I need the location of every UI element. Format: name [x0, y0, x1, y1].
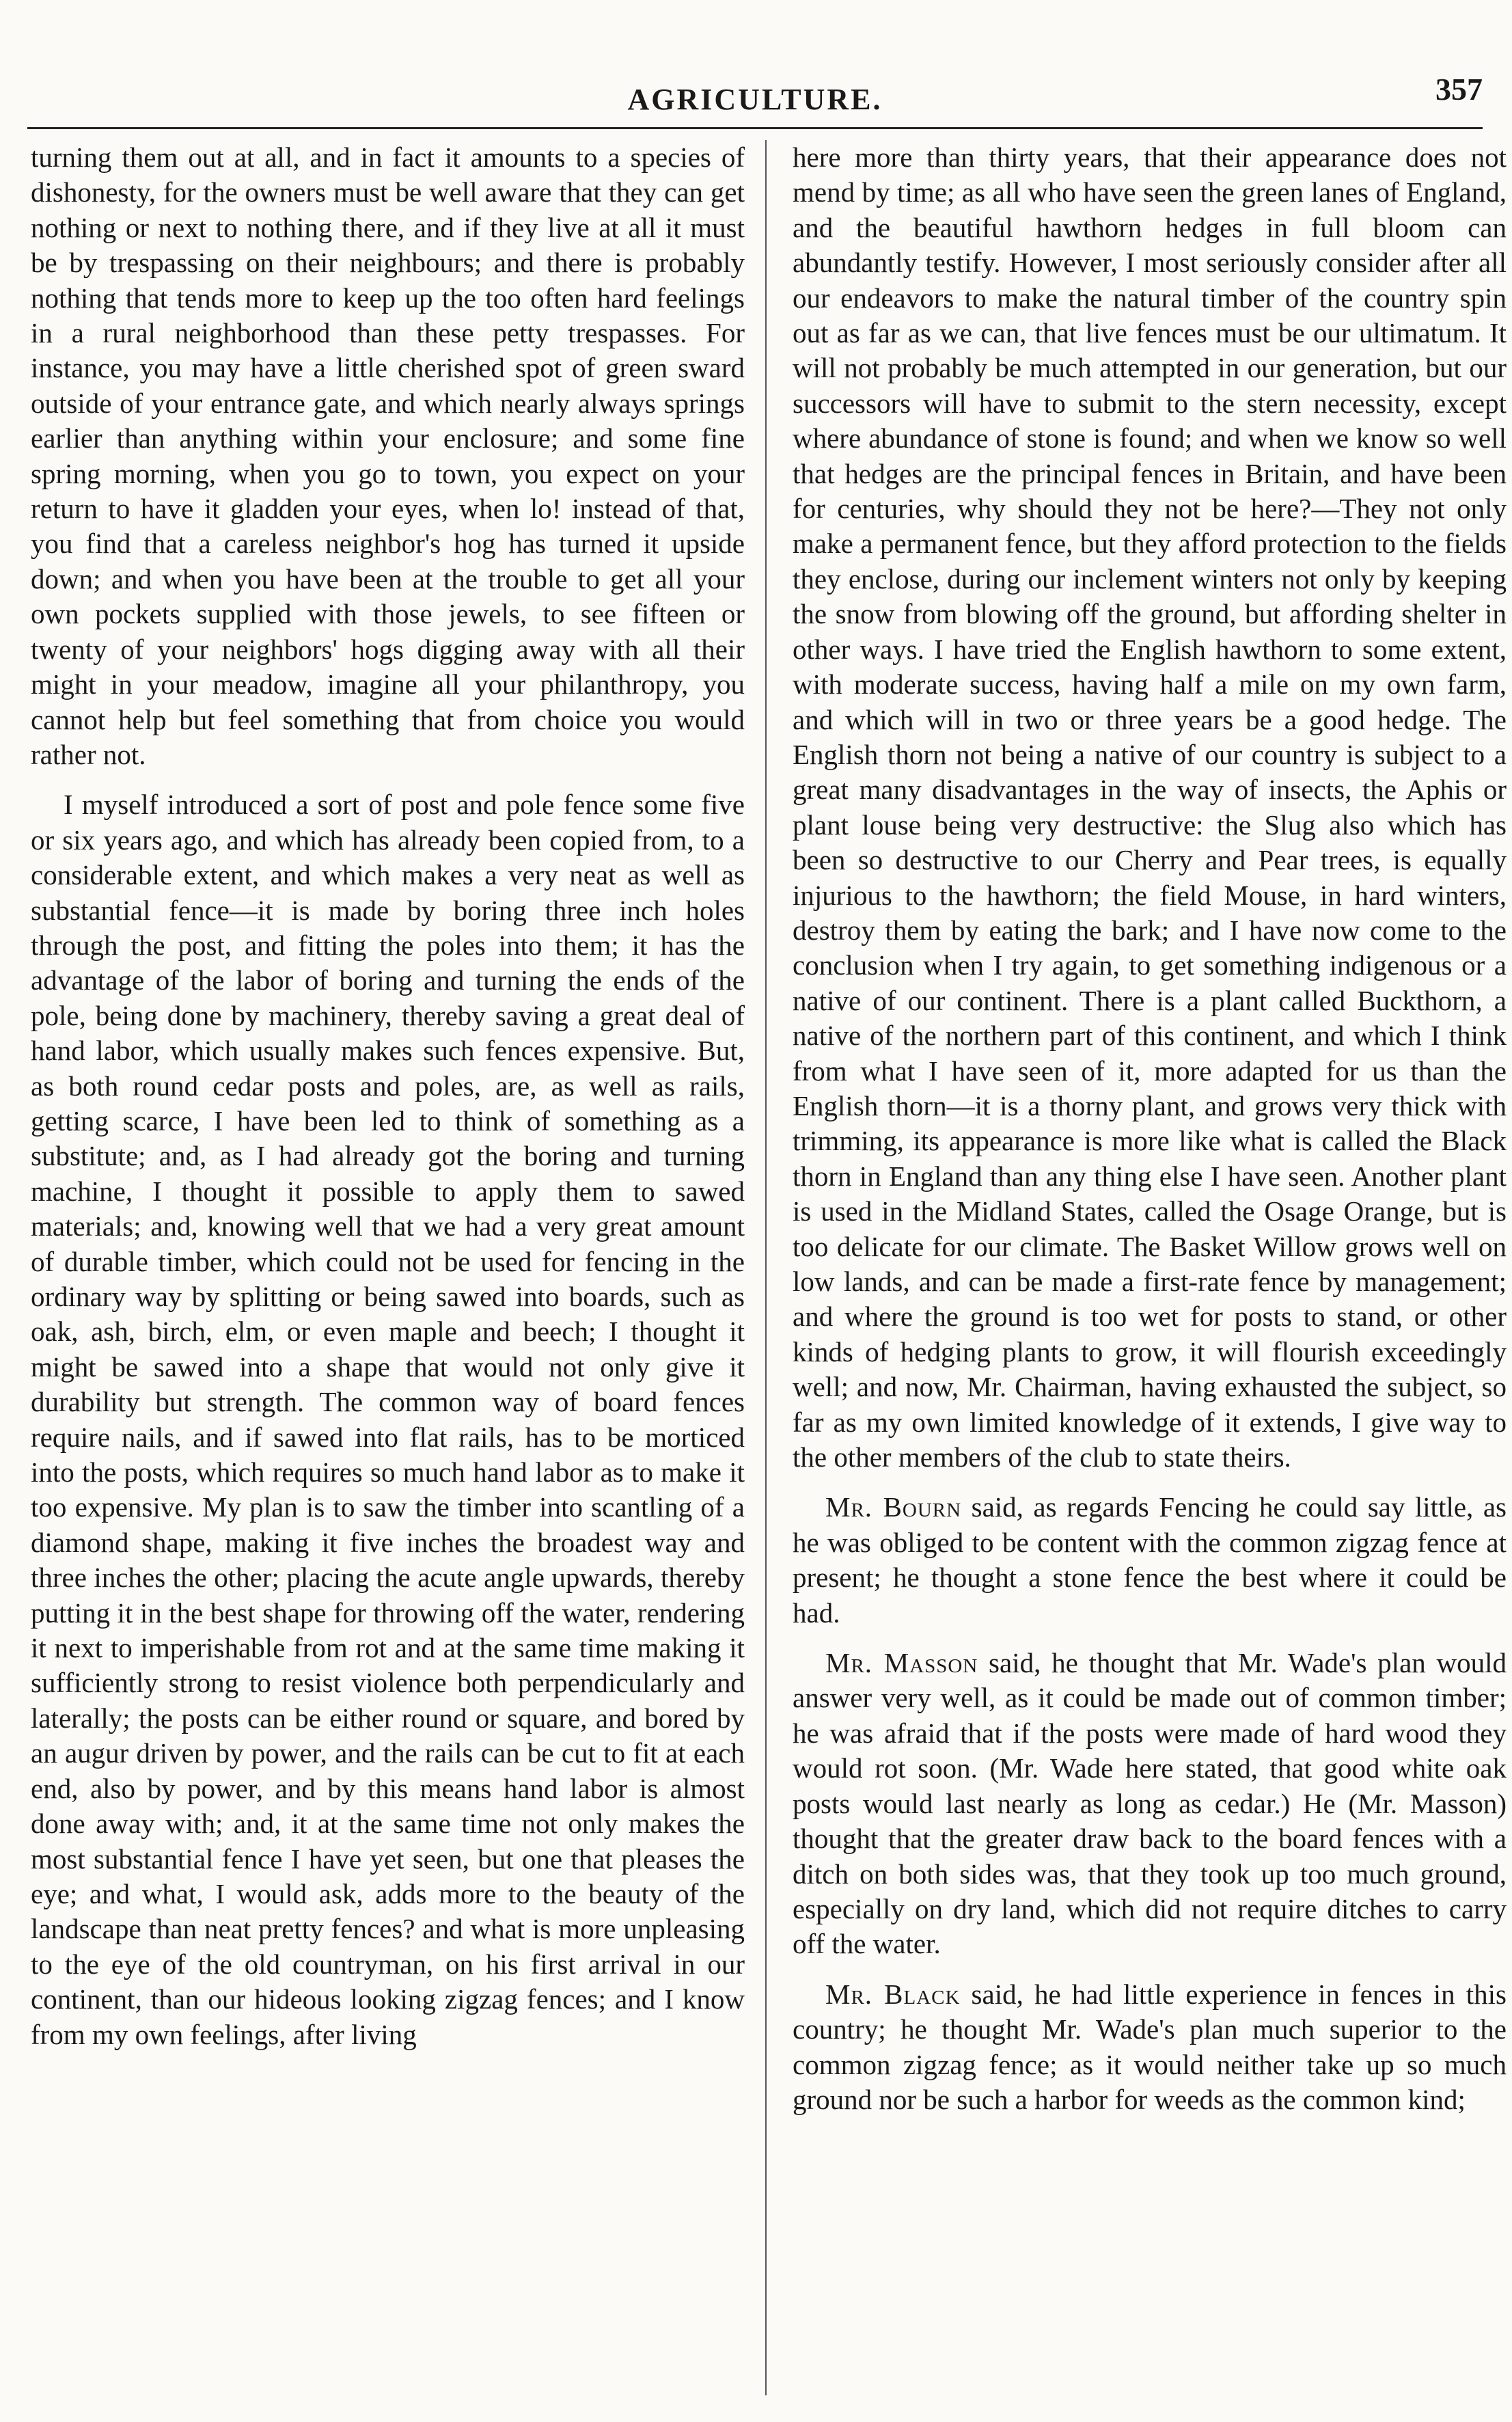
header-rule — [27, 127, 1483, 129]
paragraph-text: said, as regards Fencing he could say little, as he was obliged to be content with the common zigzag fence at present; he thought a stone fence the best where it could be had. — [793, 1491, 1507, 1629]
right-column — [793, 140, 1507, 2402]
paragraph — [793, 1646, 1507, 1962]
page-header — [27, 68, 1483, 130]
section-title: AGRICULTURE. — [627, 83, 883, 116]
speaker-name: Mr. Bourn — [825, 1491, 962, 1523]
paragraph — [793, 1977, 1507, 2118]
paragraph: turning them out at all, and in fact it amounts to a species of dishonesty, for the owners must be well aware that they can get nothing or next to nothing there, and if they live at all it must be by trespassing on their neighbours; and there is probably nothing that tends more to keep up the too often hard feelings in a rural neighborhood than these petty trespasses. For instance, you may have a little cherished spot of green sward outside of your entrance gate, and which nearly always springs earlier than anything within your enclosure; and some fine spring morning, when you go to town, you expect on your return to have it gladden your eyes, when lo! instead of that, you find that a careless neighbor's hog has turned it upside down; and when you have been at the trouble to get all your own pockets supplied with those jewels, to see fifteen or twenty of your neighbors' hogs digging away with all their might in your meadow, imagine all your philanthropy, you cannot help but feel something that from choice you would rather not. — [31, 141, 745, 770]
speaker-name: Mr. Masson — [825, 1647, 978, 1679]
left-column — [31, 140, 745, 2402]
paragraph-text: said, he had little experience in fences in this country; he thought Mr. Wade's plan much superior to the common zigzag fence; as it would neither take up so much ground nor be such a harbor for weeds as the common kind; — [793, 1978, 1507, 2115]
column-divider — [765, 140, 767, 2395]
paragraph — [793, 1490, 1507, 1631]
page-number: 357 — [1435, 72, 1483, 107]
paragraph-text: said, he thought that Mr. Wade's plan would answer very well, as it could be made out of common timber; he was afraid that if the posts were made of hard wood they would rot soon. (Mr. Wade here stated, that good white oak posts would last nearly as long as cedar.) He (Mr. Masson) thought that the greater draw back to the board fences with a ditch on both sides was, that they took up too much ground, especially on dry land, which did not require ditches to carry off the water. — [793, 1647, 1507, 1960]
paragraph: here more than thirty years, that their appearance does not mend by time; as all who have seen the green lanes of England, and the beautiful hawthorn hedges in full bloom can abundantly testify. However, I most seriously consider after all our endeavors to make the natural timber of the country spin out as far as we can, that live fences must be our ultimatum. It will not probably be much attempted in our generation, but our successors will have to submit to the stern necessity, except where abundance of stone is found; and when we know so well that hedges are the principal fences in Britain, and have been for centuries, why should they not be here?—They not only make a permanent fence, but they afford protection to the fields they enclose, during our inclement winters not only by keeping the snow from blowing off the ground, but affording shelter in other ways. I have tried the English hawthorn to some extent, with moderate success, having half a mile on my own farm, and which will in two or three years be a good hedge. The English thorn not being a native of our country is subject to a great many disadvantages in the way of insects, the Aphis or plant louse being very destructive: the Slug also which has been so destructive to our Cherry and Pear trees, is equally injurious to the hawthorn; the field Mouse, in hard winters, destroy them by eating the bark; and I have now come to the conclusion when I try again, to get something indigenous or a native of our continent. There is a plant called Buckthorn, a native of the northern part of this continent, and which I think from what I have seen of it, more adapted for us than the English thorn—it is a thorny plant, and grows very thick with trimming, its appearance is more like what is called the Black thorn in England than any thing else I have seen. Another plant is used in the Midland States, called the Osage Orange, but is too delicate for our climate. The Basket Willow grows well on low lands, and can be made a first-rate fence by management; and where the ground is too wet for posts to stand, or other kinds of hedging plants to grow, it will flourish exceedingly well; and now, Mr. Chairman, having exhausted the subject, so far as my own limited knowledge of it extends, I give way to the other members of the club to state theirs. — [793, 141, 1507, 1473]
speaker-name: Mr. Black — [825, 1978, 961, 2010]
paragraph: I myself introduced a sort of post and pole fence some five or six years ago, and which has already been copied from, to a considerable extent, and which makes a very neat as well as substantial fence—it is made by boring three inch holes through the post, and fitting the poles into them; it has the advantage of the labor of boring and turning the ends of the pole, being done by machinery, thereby saving a great deal of hand labor, which usually makes such fences expensive. But, as both round cedar posts and poles, are, as well as rails, getting scarce, I have been led to think of something as a substitute; and, as I had already got the boring and turning machine, I thought it possible to apply them to sawed materials; and, knowing well that we had a very great amount of durable timber, which could not be used for fencing in the ordinary way by splitting or being sawed into boards, such as oak, ash, birch, elm, or even maple and beech; I thought it might be sawed into a shape that would not only give it durability but strength. The common way of board fences require nails, and if sawed into flat rails, has to be morticed into the posts, which requires so much hand labor as to make it too expensive. My plan is to saw the timber into scantling of a diamond shape, making it five inches the broadest way and three inches the other; placing the acute angle upwards, thereby putting it in the best shape for throwing off the water, rendering it next to imperishable from rot and at the same time making it sufficiently strong to resist violence both perpendicularly and laterally; the posts can be either round or square, and bored by an augur driven by power, and the rails can be cut to fit at each end, also by power, and by this means hand labor is almost done away with; and, it at the same time not only makes the most substantial fence I have yet seen, but one that pleases the eye; and what, I would ask, adds more to the beauty of the landscape than neat pretty fences? and what is more unpleasing to the eye of the old countryman, on his first arrival in our continent, than our hideous looking zigzag fences; and I know from my own feelings, after living — [31, 789, 745, 2050]
